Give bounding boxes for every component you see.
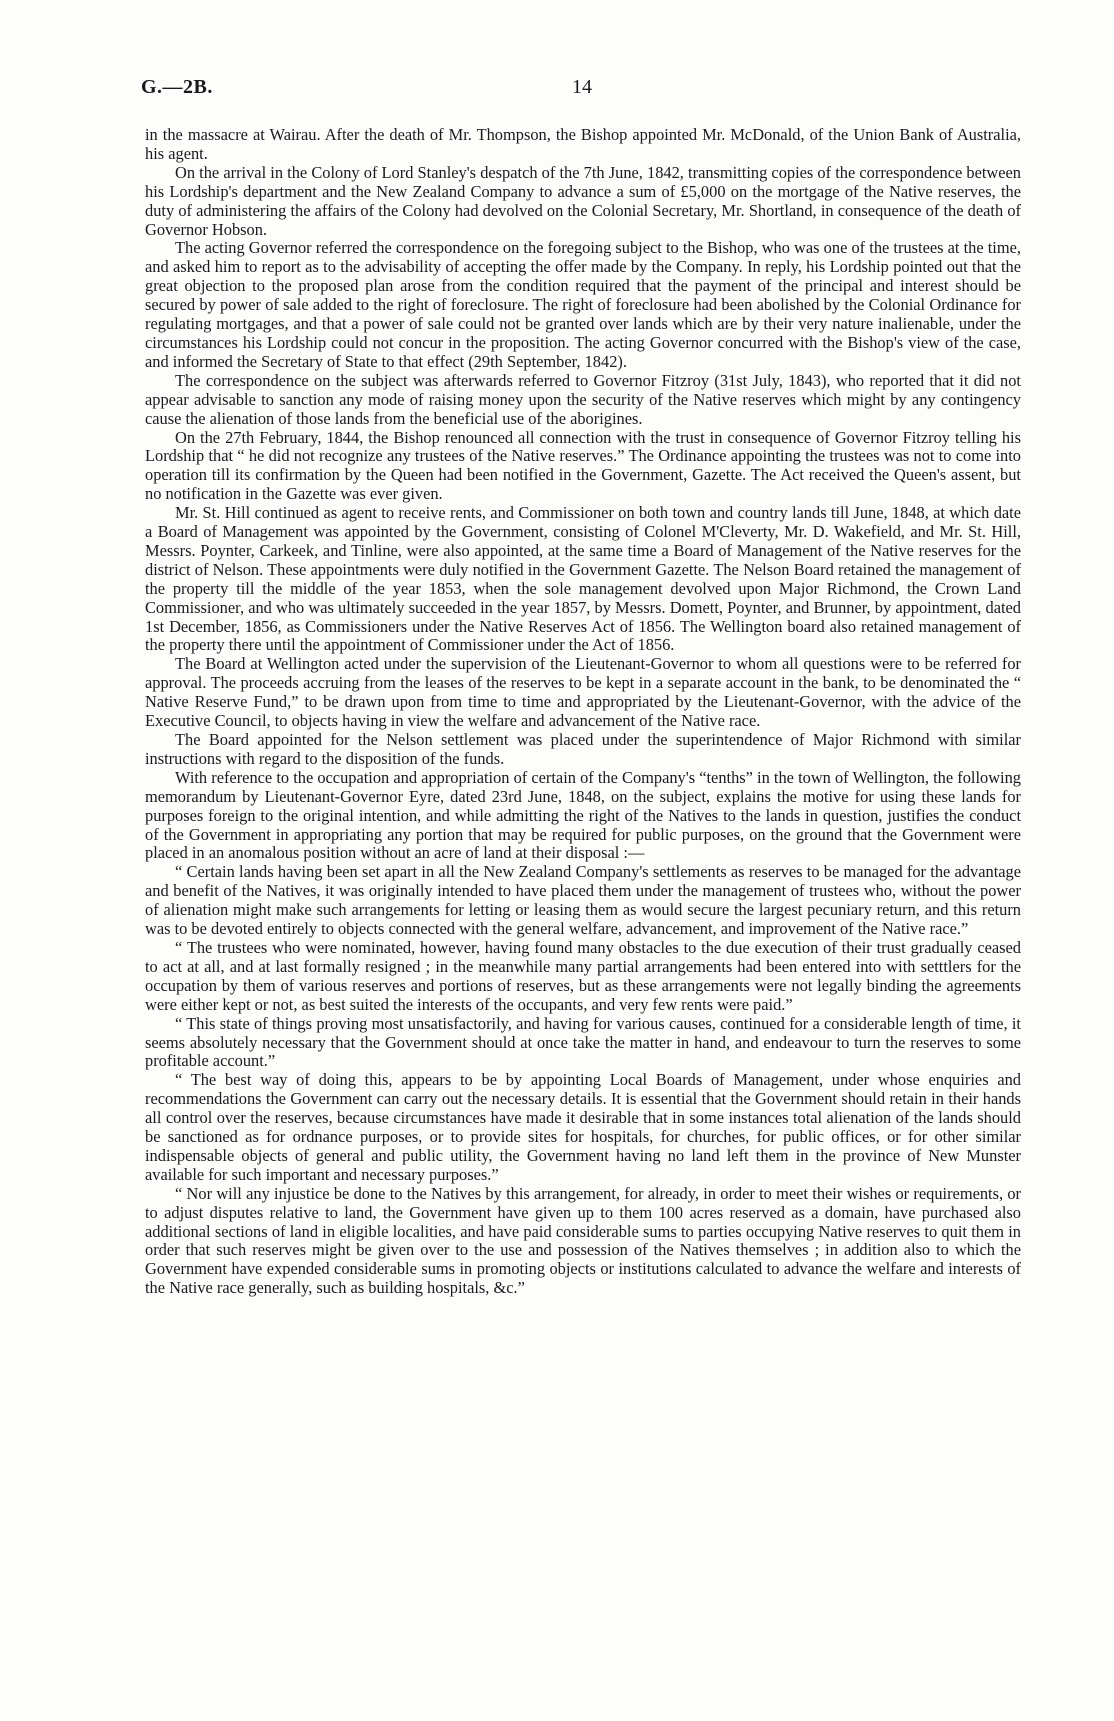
quoted-paragraph: “ This state of things proving most unsatisfactorily, and having for various causes, continued for a considerable length of time, it seems absolutely necessary that the Government should at once take the matter in hand, and endeavour to turn the reserves to some profitable account.” [145, 1013, 1021, 1071]
paragraph: in the massacre at Wairau. After the death of Mr. Thompson, the Bishop appointed Mr. McDonald, of the Union Bank of Australia, his agent. [145, 125, 1021, 163]
quoted-paragraph: “ Certain lands having been set apart in all the New Zealand Company's settlements as reserves to be managed for the advantage and benefit of the Natives, it was originally intended to have placed them under the management of trustees who, without the power of alienation might make such arrangements for letting or leasing them as would secure the largest pecuniary return, and this return was to be devoted entirely to objects connected with the general welfare, advancement, and improvement of the Native race.” [145, 862, 1021, 939]
paragraph: The acting Governor referred the correspondence on the foregoing subject to the Bishop, who was one of the trustees at the time, and asked him to report as to the advisability of accepting the offer made by the Company. In reply, his Lordship pointed out that the great objection to the proposed plan arose from the condition required that the payment of the principal and interest should be secured by power of sale added to the right of foreclosure. The right of foreclosure had been abolished by the Colonial Ordinance for regulating mortgages, and that a power of sale could not be granted over lands which are by their very nature inalienable, under the circumstances his Lordship could not concur in the proposition. The acting Governor concurred with the Bishop's view of the case, and informed the Secretary of State to that effect (29th September, 1842). [145, 238, 1021, 371]
paragraph: The correspondence on the subject was afterwards referred to Governor Fitzroy (31st July, 1843), who reported that it did not appear advisable to sanction any mode of raising money upon the security of the Native reserves which might by any contingency cause the alienation of those lands from the beneficial use of the aborigines. [145, 370, 1021, 428]
paragraph: The Board appointed for the Nelson settlement was placed under the superintendence of Major Richmond with similar instructions with regard to the disposition of the funds. [145, 730, 1021, 768]
quoted-paragraph: “ The trustees who were nominated, however, having found many obstacles to the due execution of their trust gradually ceased to act at all, and at last formally resigned ; in the meanwhile many partial arrangements had been entered into with setttlers for the occupation by them of various reserves and portions of reserves, but as these arrangements were not legally binding the agreements were either kept or not, as best suited the interests of the occupants, and very few rents were paid.” [145, 937, 1021, 1014]
paragraph: On the 27th February, 1844, the Bishop renounced all connection with the trust in consequence of Governor Fitzroy telling his Lordship that “ he did not recognize any trustees of the Native reserves.” The Ordinance appointing the trustees was not to come into operation till its confirmation by the Queen had been notified in the Government, Gazette. The Act received the Queen's assent, but no notification in the Gazette was ever given. [145, 427, 1021, 504]
quoted-paragraph: “ Nor will any injustice be done to the Natives by this arrangement, for already, in order to meet their wishes or requirements, or to adjust disputes relative to land, the Government have given up to them 100 acres reserved as a domain, have purchased also additional sections of land in eligible localities, and have paid considerable sums to parties occupying Native reserves to quit them in order that such reserves might be given over to the use and possession of the Natives themselves ; in addition also to which the Government have expended considerable sums in promoting objects or institutions calculated to advance the welfare and interests of the Native race generally, such as building hospitals, &c.” [145, 1183, 1021, 1298]
page-header [141, 76, 1023, 104]
paragraph: With reference to the occupation and appropriation of certain of the Company's “tenths” in the town of Wellington, the following memorandum by Lieutenant-Governor Eyre, dated 23rd June, 1848, on the subject, explains the motive for using these lands for purposes foreign to the original intention, and while admitting the right of the Natives to the lands in question, justifies the conduct of the Government in appropriating any portion that may be required for public purposes, on the ground that the Government were placed in an anomalous position without an acre of land at their disposal :— [145, 767, 1021, 863]
paragraph: Mr. St. Hill continued as agent to receive rents, and Commissioner on both town and country lands till June, 1848, at which date a Board of Management was appointed by the Government, consisting of Colonel M'Cleverty, Mr. D. Wakefield, and Mr. St. Hill, Messrs. Poynter, Carkeek, and Tinline, were also appointed, at the same time a Board of Management of the Native reserves for the district of Nelson. These appointments were duly notified in the Government Gazette. The Nelson Board retained the management of the property till the middle of the year 1853, when the sole management devolved upon Major Richmond, the Crown Land Commissioner, and who was ultimately succeeded in the year 1857, by Messrs. Domett, Poynter, and Brunner, by appointment, dated 1st December, 1856, as Commissioners under the Native Reserves Act of 1856. The Wellington board also retained management of the property there until the appointment of Commissioner under the Act of 1856. [145, 503, 1021, 655]
page-number: 14 [572, 76, 592, 98]
document-reference: G.—2B. [141, 76, 213, 98]
quoted-paragraph: “ The best way of doing this, appears to be by appointing Local Boards of Management, under whose enquiries and recommendations the Government can carry out the necessary details. It is essential that the Government should retain in their hands all control over the reserves, because circumstances have made it desirable that in some instances total alienation of the lands should be sanctioned as for ordnance purposes, or to provide sites for hospitals, for churches, for public offices, or for other similar indispensable objects of general and public utility, the Government having no land left them in the province of New Munster available for such important and necessary purposes.” [145, 1070, 1021, 1184]
paragraph: On the arrival in the Colony of Lord Stanley's despatch of the 7th June, 1842, transmitting copies of the correspondence between his Lordship's department and the New Zealand Company to advance a sum of £5,000 on the mortgage of the Native reserves, the duty of administering the affairs of the Colony had devolved on the Colonial Secretary, Mr. Shortland, in consequence of the death of Governor Hobson. [145, 162, 1021, 239]
paragraph: The Board at Wellington acted under the supervision of the Lieutenant-Governor to whom all questions were to be referred for approval. The proceeds accruing from the leases of the reserves to be kept in a separate account in the bank, to be denominated the “ Native Reserve Fund,” to be drawn upon from time to time and appropriated by the Lieutenant-Governor, with the advice of the Executive Council, to objects having in view the welfare and advancement of the Native race. [145, 654, 1021, 731]
document-body [145, 126, 1021, 1298]
